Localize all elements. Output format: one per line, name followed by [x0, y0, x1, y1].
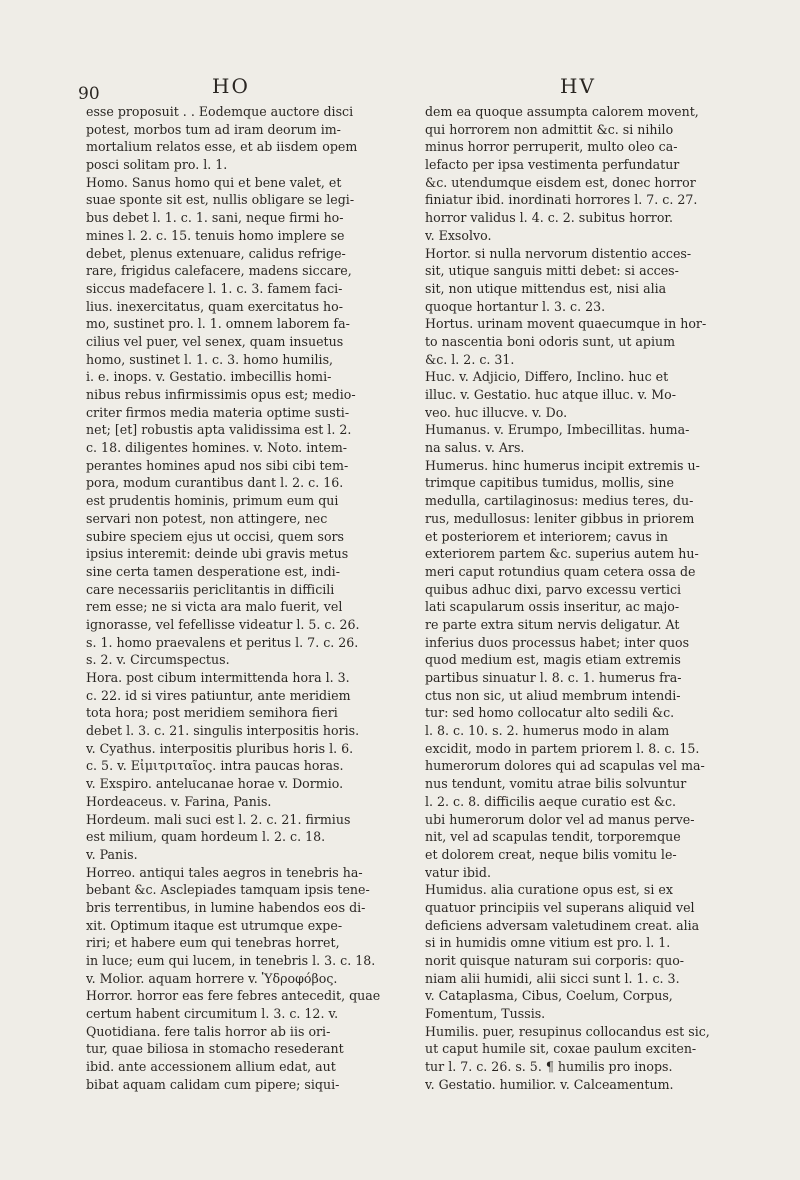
text-line: xit. Optimum itaque est utrumque expe- [86, 917, 343, 933]
text-line: meri caput rotundius quam cetera ossa de [425, 563, 696, 579]
text-line: in luce; eum qui lucem, in tenebris l. 3. c. 18. [86, 953, 376, 968]
text-line: bris terrentibus, in lumine habendos eos di- [86, 899, 366, 915]
text-line: Huc. v. Adjicio, Differo, Inclino. huc et [425, 369, 669, 385]
text-line: debet, plenus extenuare, calidus refrige- [86, 245, 346, 261]
text-line: perantes homines apud nos sibi cibi tem- [86, 457, 349, 473]
text-line: Humanus. v. Erumpo, Imbecillitas. huma- [425, 422, 690, 438]
text-line: tur, quae biliosa in stomacho resederant [86, 1041, 344, 1057]
text-line: s. 2. v. Circumspectus. [86, 652, 230, 668]
text-line: et posteriorem et interiorem; cavus in [425, 528, 669, 544]
text-line: medulla, cartilaginosus: medius teres, du- [425, 493, 694, 509]
text-line: v. Molior. aquam horrere v. Ὑδροφόβος. [86, 970, 338, 986]
text-line: inferius duos processus habet; inter quos [425, 634, 690, 650]
text-line: ignorasse, vel fefellisse videatur l. 5. c. 26. [86, 616, 360, 632]
text-line: mines l. 2. c. 15. tenuis homo implere se [86, 227, 345, 243]
text-line: rus, medullosus: leniter gibbus in priorem [425, 510, 695, 526]
text-line: Horreo. antiqui tales aegros in tenebris ha- [86, 864, 363, 880]
text-line: bibat aquam calidam cum pipere; siqui- [86, 1076, 340, 1092]
text-line: qui horrorem non admittit &c. si nihilo [425, 121, 674, 137]
text-line: potest, morbos tum ad iram deorum im- [86, 121, 341, 137]
text-line: &c. l. 2. c. 31. [425, 351, 515, 367]
running-head-left: HO [212, 74, 250, 98]
text-line: homo, sustinet l. 1. c. 3. homo humilis, [86, 351, 334, 367]
text-line: quibus adhuc dixi, parvo excessu vertici [425, 581, 682, 597]
text-line: ut caput humile sit, coxae paulum exciten- [425, 1041, 697, 1057]
text-line: c. 5. v. Εἰμιτριταῖος. intra paucas horas. [86, 758, 344, 774]
text-line: Hora. post cibum intermittenda hora l. 3. [86, 670, 350, 685]
text-line: rare, frigidus calefacere, madens siccare, [86, 263, 352, 279]
text-line: suae sponte sit est, nullis obligare se legi- [86, 192, 355, 208]
text-line: servari non potest, non attingere, nec [86, 510, 328, 526]
text-line: v. Panis. [86, 846, 138, 862]
text-line: horror validus l. 4. c. 2. subitus horror. [425, 210, 674, 226]
text-line: v. Exsolvo. [425, 227, 492, 243]
text-line: Hortus. urinam movent quaecumque in hor- [425, 316, 707, 332]
text-line: &c. utendumque eisdem est, donec horror [425, 174, 696, 190]
text-line: lefacto per ipsa vestimenta perfundatur [425, 157, 680, 173]
text-line: to nascentia boni odoris sunt, ut apium [425, 333, 676, 349]
text-line: bus debet l. 1. c. 1. sani, neque firmi ho- [86, 210, 344, 226]
text-line: et dolorem creat, neque bilis vomitu le- [425, 846, 677, 862]
text-line: tota hora; post meridiem semihora fieri [86, 705, 338, 721]
text-line: Hortor. si nulla nervorum distentio acces- [425, 245, 692, 261]
text-line: est milium, quam hordeum l. 2. c. 18. [86, 829, 326, 845]
text-line: deficiens adversam valetudinem creat. alia [425, 917, 700, 933]
text-line: posci solitam pro. l. 1. [86, 157, 228, 173]
text-line: mortalium relatos esse, et ab iisdem opem [86, 139, 358, 155]
text-line: Hordeum. mali suci est l. 2. c. 21. firmius [86, 811, 351, 827]
page-number: 90 [78, 84, 100, 104]
text-line: Quotidiana. fere talis horror ab iis ori- [86, 1023, 331, 1039]
text-line: bebant &c. Asclepiades tamquam ipsis tene- [86, 882, 370, 898]
text-line: i. e. inops. v. Gestatio. imbecillis homi- [86, 369, 332, 385]
text-line: subire speciem ejus ut occisi, quem sors [86, 528, 345, 544]
text-line: trimque capitibus tumidus, mollis, sine [425, 475, 674, 491]
text-line: nus tendunt, vomitu atrae bilis solvuntur [425, 776, 687, 792]
left-column [86, 103, 406, 1094]
text-line: si in humidis omne vitium est pro. l. 1. [425, 935, 671, 951]
text-line: veo. huc illucve. v. Do. [425, 404, 568, 420]
text-line: exteriorem partem &c. superius autem hu- [425, 546, 699, 562]
text-line: sit, non utique mittendus est, nisi alia [425, 280, 667, 296]
text-line: norit quisque naturam sui corporis: quo- [425, 953, 685, 968]
text-line: mo, sustinet pro. l. 1. omnem laborem fa- [86, 316, 350, 332]
text-line: c. 18. diligentes homines. v. Noto. intem- [86, 440, 348, 456]
text-line: s. 1. homo praevalens et peritus l. 7. c. 26. [86, 634, 359, 650]
text-line: debet l. 3. c. 21. singulis interpositis horis. [86, 723, 360, 739]
text-line: niam alii humidi, alii sicci sunt l. 1. c. 3. [425, 970, 680, 986]
text-line: lati scapularum ossis inseritur, ac majo- [425, 599, 680, 615]
text-line: l. 2. c. 8. difficilis aeque curatio est &c. [425, 793, 677, 809]
right-column [425, 103, 745, 1094]
text-line: v. Cataplasma, Cibus, Coelum, Corpus, [425, 988, 673, 1004]
text-line: pora, modum curantibus dant l. 2. c. 16. [86, 475, 344, 491]
text-line: quoque hortantur l. 3. c. 23. [425, 298, 606, 314]
text-line: lius. inexercitatus, quam exercitatus ho- [86, 298, 343, 314]
text-line: Homo. Sanus homo qui et bene valet, et [86, 174, 342, 190]
text-line: Humilis. puer, resupinus collocandus est sic, [425, 1023, 710, 1039]
text-line: dem ea quoque assumpta calorem movent, [425, 104, 699, 119]
running-head-right: HV [560, 74, 596, 98]
text-line: minus horror perruperit, multo oleo ca- [425, 139, 678, 155]
text-line: ipsius interemit: deinde ubi gravis metus [86, 546, 349, 562]
text-line: esse proposuit . . Eodemque auctore disci [86, 104, 354, 119]
text-line: cilius vel puer, vel senex, quam insuetus [86, 333, 344, 349]
text-line: sit, utique sanguis mitti debet: si acces- [425, 263, 679, 279]
text-line: siccus madefacere l. 1. c. 3. famem faci- [86, 280, 343, 296]
text-line: na salus. v. Ars. [425, 440, 525, 456]
text-line: rem esse; ne si victa ara malo fuerit, vel [86, 599, 343, 615]
text-line: quatuor principiis vel superans aliquid vel [425, 899, 695, 915]
text-line: re parte extra situm nervis deligatur. At [425, 616, 680, 632]
text-line: l. 8. c. 10. s. 2. humerus modo in alam [425, 723, 670, 739]
text-line: Humidus. alia curatione opus est, si ex [425, 882, 673, 898]
text-line: illuc. v. Gestatio. huc atque illuc. v. Mo- [425, 387, 676, 402]
text-line: v. Cyathus. interpositis pluribus horis l. 6. [86, 740, 354, 756]
text-line: Hordeaceus. v. Farina, Panis. [86, 793, 272, 809]
text-line: Fomentum, Tussis. [425, 1006, 546, 1022]
text-line: v. Gestatio. humilior. v. Calceamentum. [425, 1076, 674, 1092]
text-line: riri; et habere eum qui tenebras horret, [86, 935, 340, 951]
text-line: quod medium est, magis etiam extremis [425, 652, 681, 668]
text-line: tur l. 7. c. 26. s. 5. ¶ humilis pro inops. [425, 1059, 673, 1075]
text-line: certum habent circumitum l. 3. c. 12. v. [86, 1006, 339, 1022]
text-line: finiatur ibid. inordinati horrores l. 7. c. 27. [425, 192, 698, 208]
text-line: sine certa tamen desperatione est, indi- [86, 563, 340, 579]
text-line: Horror. horror eas fere febres antecedit, quae [86, 988, 381, 1004]
text-line: net; [et] robustis apta validissima est l. 2. [86, 422, 352, 438]
text-line: humerorum dolores qui ad scapulas vel ma- [425, 758, 705, 774]
text-line: nibus rebus infirmissimis opus est; medio- [86, 387, 356, 402]
text-line: tur: sed homo collocatur alto sedili &c. [425, 705, 675, 721]
text-line: ctus non sic, ut aliud membrum intendi- [425, 687, 681, 703]
text-line: v. Exspiro. antelucanae horae v. Dormio. [86, 776, 344, 792]
text-line: partibus sinuatur l. 8. c. 1. humerus fra- [425, 670, 682, 685]
text-line: c. 22. id si vires patiuntur, ante meridiem [86, 687, 351, 703]
text-line: excidit, modo in partem priorem l. 8. c. 15. [425, 740, 700, 756]
text-line: nit, vel ad scapulas tendit, torporemque [425, 829, 681, 845]
text-line: est prudentis hominis, primum eum qui [86, 493, 339, 509]
text-line: vatur ibid. [425, 864, 492, 880]
text-line: care necessariis periclitantis in difficili [86, 581, 335, 597]
text-line: criter firmos media materia optime susti- [86, 404, 350, 420]
text-line: ibid. ante accessionem allium edat, aut [86, 1059, 336, 1075]
text-line: Humerus. hinc humerus incipit extremis u- [425, 457, 700, 473]
text-line: ubi humerorum dolor vel ad manus perve- [425, 811, 695, 827]
